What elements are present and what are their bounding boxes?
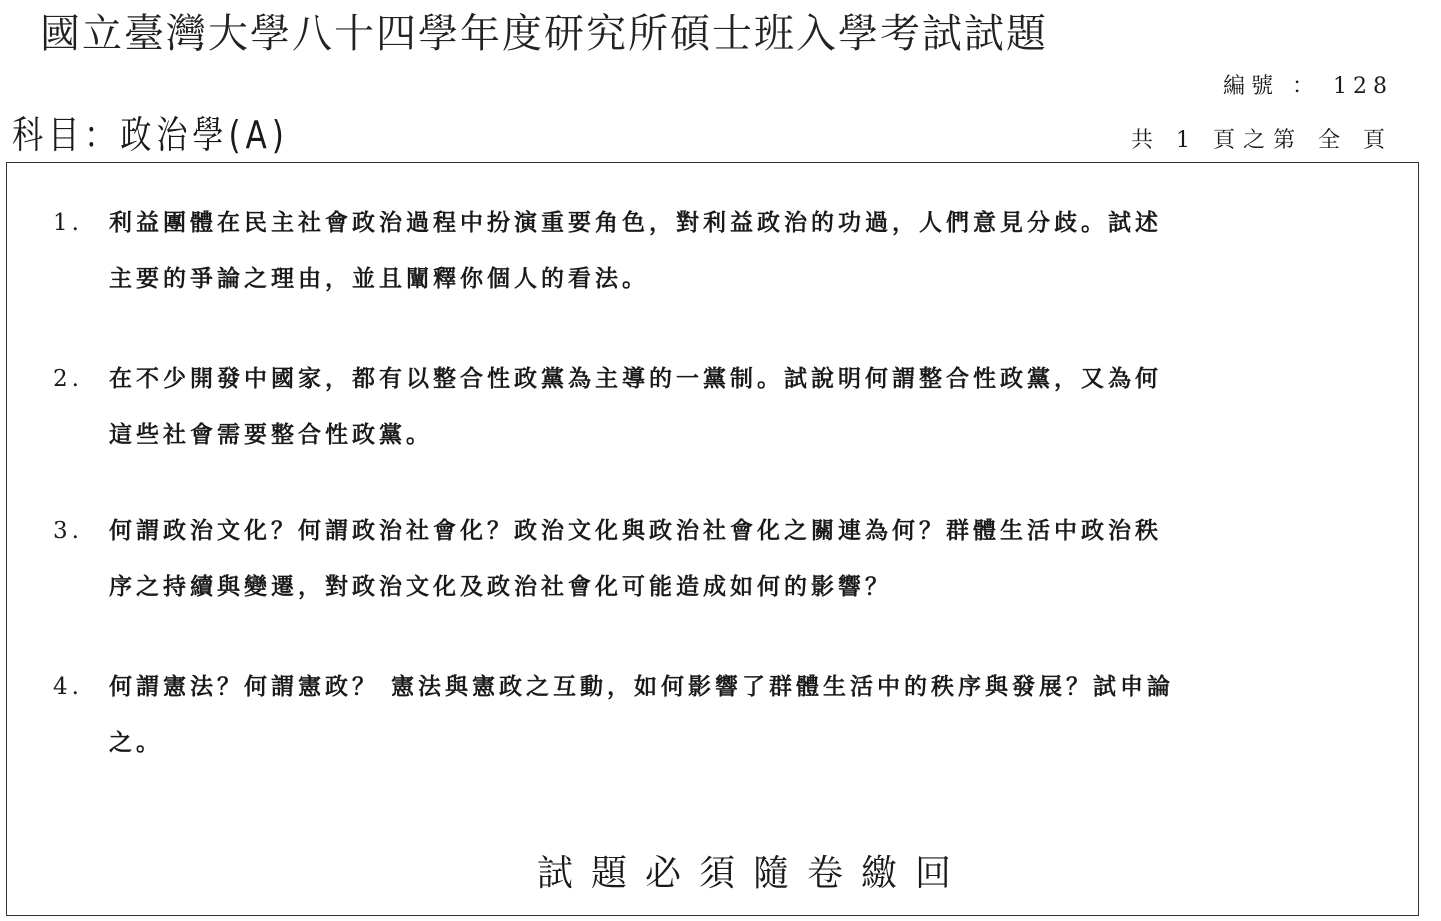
question-item [53,351,1373,462]
page-count: 共 1 頁之第 全 頁 [1131,128,1393,153]
question-text-continued: 之。 [109,729,163,756]
question-number: 2. [53,366,83,392]
question-text: 何謂政治文化？何謂政治社會化？政治文化與政治社會化之關連為何？群體生活中政治秩 [109,517,1162,544]
question-text-continued: 序之持續與變遷，對政治文化及政治社會化可能造成如何的影響？ [109,573,892,600]
question-text-continued: 這些社會需要整合性政黨。 [109,421,433,448]
question-box [6,162,1419,916]
question-item [53,503,1373,614]
question-number: 3. [53,518,83,544]
question-item [53,659,1373,770]
question-number: 1. [53,210,83,236]
question-text: 何謂憲法？何謂憲政？ 憲法與憲政之互動，如何影響了群體生活中的秩序與發展？試申論 [109,673,1175,700]
exam-code: 編號 ： 128 [1223,74,1393,99]
question-item [53,195,1373,306]
subject-label: 科目：政治學(A) [12,113,289,157]
return-notice: 試題必須隨卷繳回 [537,853,970,894]
question-text-continued: 主要的爭論之理由，並且闡釋你個人的看法。 [109,265,649,292]
question-text: 利益團體在民主社會政治過程中扮演重要角色，對利益政治的功過，人們意見分歧。試述 [109,209,1162,236]
question-number: 4. [53,674,83,700]
page-title: 國立臺灣大學八十四學年度研究所碩士班入學考試試題 [40,11,1048,57]
question-text: 在不少開發中國家，都有以整合性政黨為主導的一黨制。試說明何謂整合性政黨，又為何 [109,365,1162,392]
